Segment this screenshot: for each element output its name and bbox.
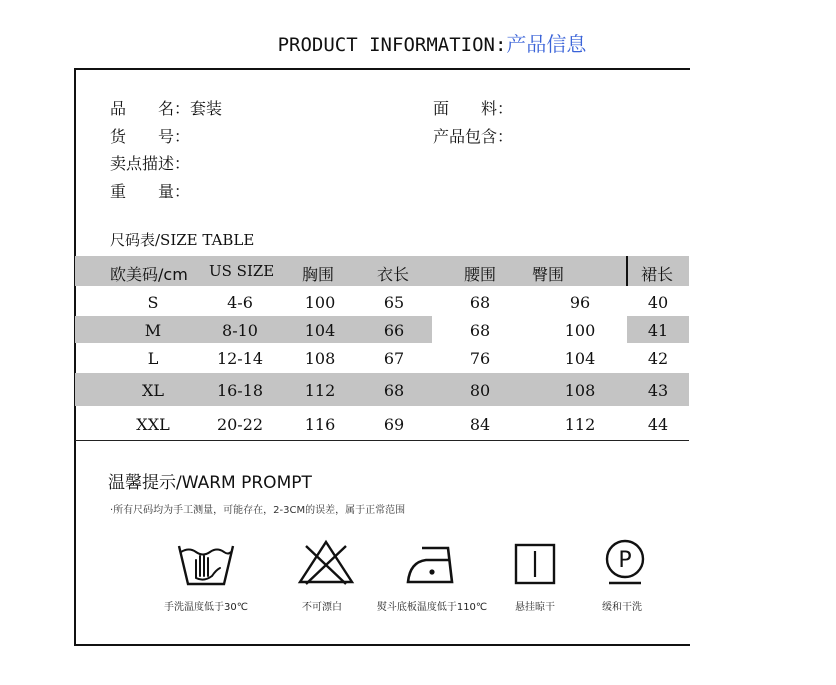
table-cell: 8-10: [222, 321, 258, 340]
care-caption: 不可漂白: [302, 602, 342, 613]
product-name-value: 套装: [190, 99, 223, 118]
table-cell: 112: [564, 415, 596, 434]
col-header-skirt: 裙长: [641, 265, 674, 284]
table-cell: 104: [304, 321, 336, 340]
table-cell: 12-14: [216, 349, 264, 368]
table-cell: 20-22: [216, 415, 264, 434]
col-header-eu: 欧美码/cm: [110, 265, 188, 284]
iron-icon: [402, 540, 462, 590]
col-header-bust: 胸围: [302, 265, 335, 284]
table-cell: 43: [647, 381, 669, 400]
product-name-label: 品 名：: [110, 99, 191, 118]
table-cell: 84: [469, 415, 491, 434]
table-cell: 41: [647, 321, 669, 340]
table-cell: 100: [564, 321, 596, 340]
warm-prompt-note: ·所有尺码均为手工测量，可能存在，2-3CM的误差，属于正常范围: [110, 505, 406, 516]
col-header-waist: 腰围: [464, 265, 497, 284]
hand-wash-icon: [176, 540, 236, 590]
table-cell: 104: [564, 349, 596, 368]
sku-label: 货 号：: [110, 127, 191, 146]
section-divider: [75, 440, 689, 441]
care-caption: 悬挂晾干: [515, 602, 555, 613]
care-caption: 缓和干洗: [602, 602, 642, 613]
size-table-title: 尺码表/SIZE TABLE: [110, 231, 255, 249]
no-bleach-icon: [296, 538, 356, 588]
package-label: 产品包含：: [433, 127, 514, 146]
table-cell: 69: [383, 415, 405, 434]
selling-point-label: 卖点描述：: [110, 154, 191, 173]
table-cell: 66: [383, 321, 405, 340]
page-title: [0, 28, 836, 57]
title-en: PRODUCT INFORMATION:: [277, 34, 507, 56]
table-cell: 108: [304, 349, 336, 368]
table-cell: 40: [647, 293, 669, 312]
table-cell: 16-18: [216, 381, 264, 400]
table-cell: 42: [647, 349, 669, 368]
care-caption: 手洗温度低于30℃: [164, 602, 248, 613]
table-cell: 68: [383, 381, 405, 400]
title-cn: 产品信息: [506, 32, 587, 56]
dry-clean-p-icon: [595, 538, 655, 588]
table-cell: 108: [564, 381, 596, 400]
table-cell: 68: [469, 321, 491, 340]
table-cell: 44: [647, 415, 669, 434]
table-cell: M: [144, 321, 162, 340]
table-cell: XL: [141, 381, 164, 400]
table-cell: XXL: [136, 415, 170, 434]
table-cell: 67: [383, 349, 405, 368]
table-cell: 65: [383, 293, 405, 312]
col-header-hip: 臀围: [532, 265, 565, 284]
table-cell: 4-6: [227, 293, 253, 312]
table-cell: 116: [304, 415, 336, 434]
col-header-length: 衣长: [377, 265, 410, 284]
warm-prompt-title: 温馨提示/WARM PROMPT: [108, 473, 312, 493]
hang-dry-icon: [505, 540, 565, 590]
table-cell: 112: [304, 381, 336, 400]
product-name-row: [110, 96, 222, 119]
table-cell: 68: [469, 293, 491, 312]
svg-text:P: P: [618, 548, 632, 573]
weight-label: 重 量：: [110, 182, 191, 201]
material-label: 面 料：: [433, 99, 514, 118]
table-cell: 80: [469, 381, 491, 400]
table-cell: 76: [469, 349, 491, 368]
header-divider: [626, 256, 628, 286]
table-cell: L: [147, 349, 159, 368]
table-cell: S: [147, 293, 159, 312]
table-cell: 96: [569, 293, 591, 312]
col-header-us: US SIZE: [209, 262, 275, 280]
table-cell: 100: [304, 293, 336, 312]
care-caption: 熨斗底板温度低于110℃: [376, 602, 488, 613]
